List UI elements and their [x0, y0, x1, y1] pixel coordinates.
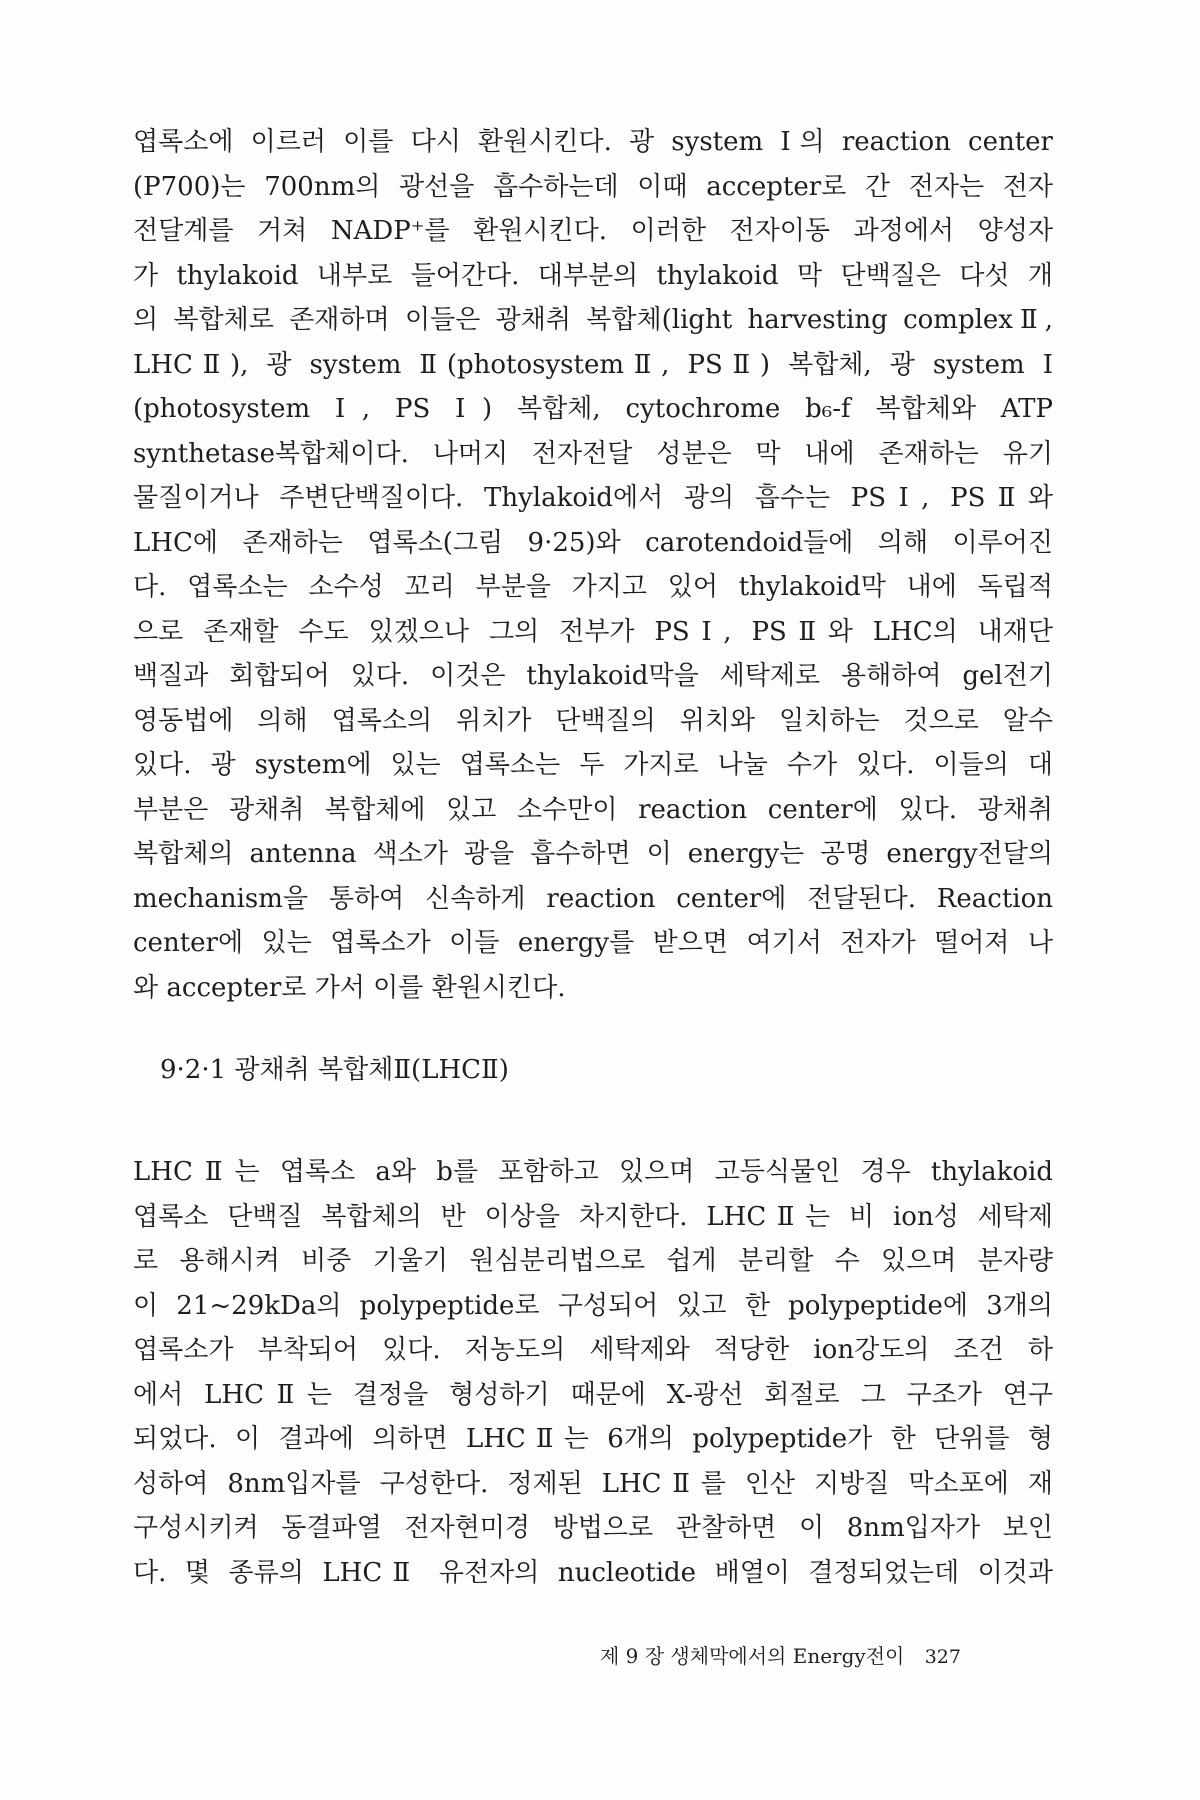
- text-line: 있다. 광 system에 있는 엽록소는 두 가지로 나눌 수가 있다. 이들의 대: [133, 750, 1053, 780]
- chapter-title: 제 9 장 생체막에서의 Energy전이: [600, 1644, 905, 1668]
- page-footer: [600, 1641, 961, 1672]
- text-line: 엽록소 단백질 복합체의 반 이상을 차지한다. LHCⅡ는 비 ion성 세탁제: [133, 1201, 1053, 1232]
- text-line: 에서 LHCⅡ는 결정을 형성하기 때문에 X-광선 회절로 그 구조가 연구: [133, 1379, 1053, 1410]
- text-line: 구성시키켜 동결파열 전자현미경 방법으로 관찰하면 이 8nm입자가 보인: [133, 1513, 1053, 1543]
- text-line: 백질과 회합되어 있다. 이것은 thylakoid막을 세탁제로 용해하여 gel전기: [133, 661, 1053, 691]
- text-line: 엽록소에 이르러 이를 다시 환원시킨다. 광 system Ⅰ의 reaction center: [133, 127, 1053, 157]
- text-line: 성하여 8nm입자를 구성한다. 정제된 LHCⅡ를 인산 지방질 막소포에 재: [133, 1468, 1053, 1499]
- text-line: center에 있는 엽록소가 이들 energy를 받으면 여기서 전자가 떨어져 나: [133, 928, 1053, 958]
- text-line: (photosystem Ⅰ, PS Ⅰ) 복합체, cytochrome b₆-f 복합체와 ATP: [133, 394, 1053, 424]
- section-heading: 9·2·1 광채취 복합체Ⅱ(LHCⅡ): [160, 1055, 509, 1085]
- text-line: (P700)는 700nm의 광선을 흡수하는데 이때 accepter로 간 전자는 전자: [133, 171, 1053, 202]
- text-line: synthetase복합체이다. 나머지 전자전달 성분은 막 내에 존재하는 유기: [133, 438, 1053, 469]
- text-line: 부분은 광채취 복합체에 있고 소수만이 reaction center에 있다. 광채취: [133, 794, 1053, 825]
- text-line: 로 용해시켜 비중 기울기 원심분리법으로 쉽게 분리할 수 있으며 분자량: [133, 1246, 1053, 1276]
- text-line: 복합체의 antenna 색소가 광을 흡수하면 이 energy는 공명 energy전달의: [133, 839, 1053, 869]
- text-line: 되었다. 이 결과에 의하면 LHCⅡ는 6개의 polypeptide가 한 단위를 형: [133, 1424, 1053, 1454]
- text-line: 와 accepter로 가서 이를 환원시킨다.: [133, 972, 566, 1003]
- text-line: 이 21~29kDa의 polypeptide로 구성되어 있고 한 polypeptide에 3개의: [133, 1290, 1053, 1321]
- text-line: 다. 몇 종류의 LHCⅡ 유전자의 nucleotide 배열이 결정되었는데 이것과: [133, 1557, 1053, 1588]
- text-line: LHCⅡ), 광 system Ⅱ(photosystemⅡ, PSⅡ) 복합체, 광 system Ⅰ: [133, 349, 1053, 380]
- text-line: 가 thylakoid 내부로 들어간다. 대부분의 thylakoid 막 단백질은 다섯 개: [133, 260, 1053, 291]
- text-line: LHCⅡ는 엽록소 a와 b를 포함하고 있으며 고등식물인 경우 thylakoid: [133, 1157, 1053, 1187]
- text-line: 엽록소가 부착되어 있다. 저농도의 세탁제와 적당한 ion강도의 조건 하: [133, 1335, 1053, 1365]
- text-line: LHC에 존재하는 엽록소(그림 9·25)와 carotendoid들에 의해 이루어진: [133, 527, 1053, 558]
- text-line: 영동법에 의해 엽록소의 위치가 단백질의 위치와 일치하는 것으로 알수: [133, 705, 1053, 736]
- text-line: 물질이거나 주변단백질이다. Thylakoid에서 광의 흡수는 PSⅠ, PSⅡ와: [133, 483, 1053, 513]
- paragraph-body-1: [133, 120, 1053, 1010]
- text-line: 으로 존재할 수도 있겠으나 그의 전부가 PSⅠ, PSⅡ와 LHC의 내재단: [133, 616, 1053, 647]
- paragraph-body-2: [133, 1150, 1053, 1595]
- text-line: 의 복합체로 존재하며 이들은 광채취 복합체(light harvesting complexⅡ,: [133, 305, 1053, 335]
- text-line: 전달계를 거쳐 NADP⁺를 환원시킨다. 이러한 전자이동 과정에서 양성자: [133, 216, 1053, 246]
- page-number: 327: [924, 1646, 961, 1668]
- text-line: mechanism을 통하여 신속하게 reaction center에 전달된다. Reaction: [133, 883, 1053, 914]
- text-line: 다. 엽록소는 소수성 꼬리 부분을 가지고 있어 thylakoid막 내에 독립적: [133, 572, 1053, 602]
